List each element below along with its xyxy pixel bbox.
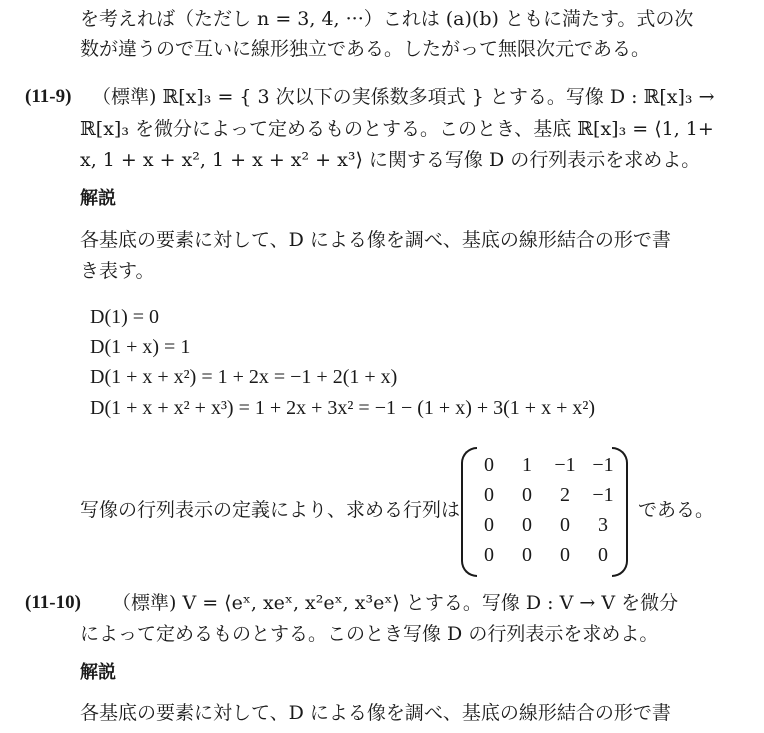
solution-11-9-line-1: 各基底の要素に対して、D による像を調べ、基底の線形結合の形で書 xyxy=(80,229,671,251)
matrix-cell: 3 xyxy=(598,513,608,536)
problem-11-9-line-2: ℝ[x]₃ を微分によって定めるものとする。このとき、基底 ℝ[x]₃ = ⟨1, 1+ xyxy=(80,118,714,140)
equation-d-quadratic: D(1 + x + x²) = 1 + 2x = −1 + 2(1 + x) xyxy=(90,366,398,388)
equation-d-cubic: D(1 + x + x² + x³) = 1 + 2x + 3x² = −1 − (1 + x) + 3(1 + x + x²) xyxy=(90,397,596,419)
matrix-cell: 0 xyxy=(560,543,570,566)
problem-11-9-line-1: （標準) ℝ[x]₃ = { 3 次以下の実係数多項式 } とする。写像 D : ℝ[x]₃ → xyxy=(92,86,715,108)
matrix-cell: 0 xyxy=(484,513,494,536)
representation-matrix xyxy=(470,450,622,570)
matrix-cell: 0 xyxy=(522,483,532,506)
matrix-row xyxy=(470,450,622,480)
matrix-cell: 0 xyxy=(484,483,494,506)
matrix-cell: 1 xyxy=(522,453,532,476)
matrix-cell: 0 xyxy=(598,543,608,566)
matrix-cell: −1 xyxy=(592,453,614,476)
matrix-cell: 0 xyxy=(522,513,532,536)
problem-11-10-line-1: （標準) V = ⟨eˣ, xeˣ, x²eˣ, x³eˣ⟩ とする。写像 D : V → V を微分 xyxy=(112,592,679,614)
problem-number-11-9: (11-9) xyxy=(25,86,72,107)
solution-11-10-line-1: 各基底の要素に対して、D による像を調べ、基底の線形結合の形で書 xyxy=(80,702,671,724)
matrix-intro-text: 写像の行列表示の定義により、求める行列は xyxy=(80,499,461,521)
continuation-line-1: を考えれば（ただし n = 3, 4, ···）これは (a)(b) ともに満たす。式の次 xyxy=(80,8,694,30)
problem-11-9-line-3: x, 1 + x + x², 1 + x + x² + x³⟩ に関する写像 D の行列表示を求めよ。 xyxy=(80,149,701,171)
matrix-row xyxy=(470,510,622,540)
solution-11-9-line-2: き表す。 xyxy=(80,260,155,282)
problem-number-11-10: (11-10) xyxy=(25,592,81,613)
solution-heading-2: 解説 xyxy=(80,662,116,683)
matrix-cell: −1 xyxy=(554,453,576,476)
matrix-cell: 0 xyxy=(522,543,532,566)
matrix-outro-text: である。 xyxy=(638,499,715,521)
matrix-cell: 0 xyxy=(484,543,494,566)
continuation-line-2: 数が違うので互いに線形独立である。したがって無限次元である。 xyxy=(80,38,651,60)
matrix-row xyxy=(470,540,622,570)
equation-d-1: D(1) = 0 xyxy=(90,306,160,328)
matrix-row xyxy=(470,480,622,510)
equation-d-1-plus-x: D(1 + x) = 1 xyxy=(90,336,191,358)
problem-11-10-line-2: によって定めるものとする。このとき写像 D の行列表示を求めよ。 xyxy=(80,623,659,645)
matrix-cell: 0 xyxy=(560,513,570,536)
matrix-cell: −1 xyxy=(592,483,614,506)
solution-heading-1: 解説 xyxy=(80,188,116,209)
matrix-cell: 2 xyxy=(560,483,570,506)
matrix-right-paren xyxy=(612,447,628,577)
matrix-cell: 0 xyxy=(484,453,494,476)
